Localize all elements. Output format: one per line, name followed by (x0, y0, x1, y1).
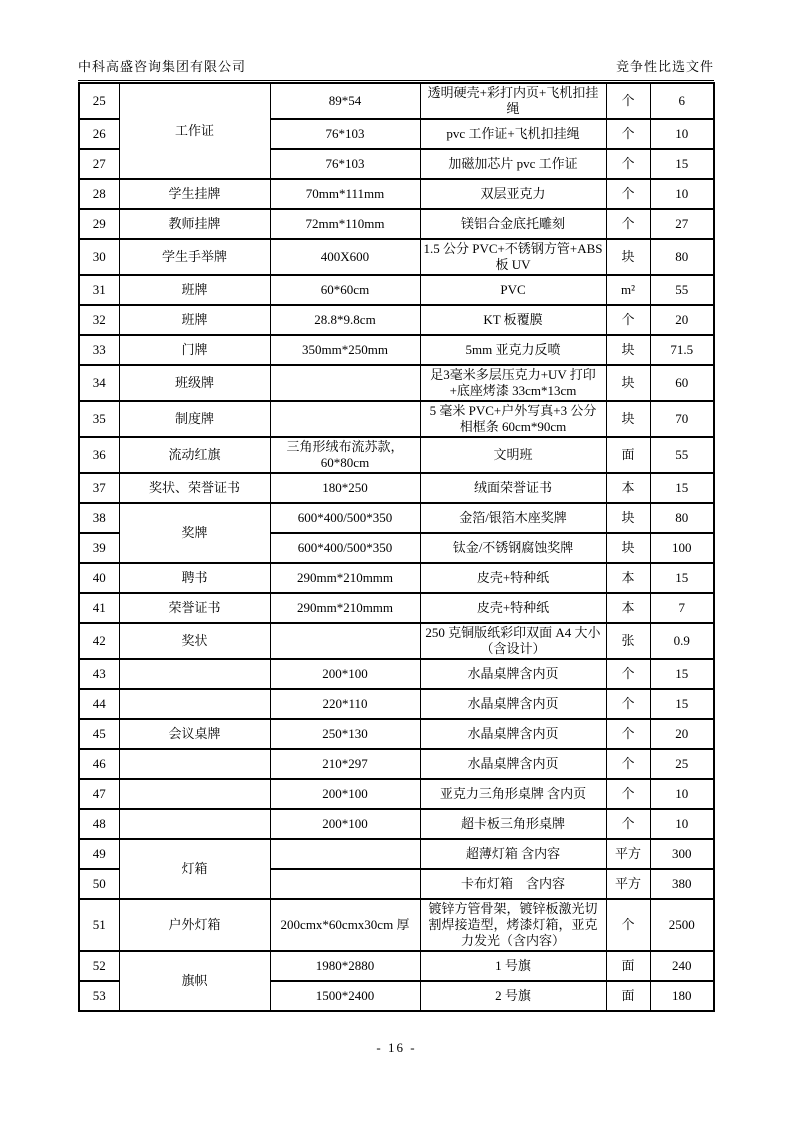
cell-item-price: 15 (650, 149, 714, 179)
table-row (79, 899, 714, 951)
cell-item-unit: m² (606, 275, 650, 305)
cell-item-description: 1.5 公分 PVC+不锈钢方管+ABS 板 UV (420, 239, 606, 275)
page-header (78, 56, 714, 81)
cell-item-number: 39 (79, 533, 119, 563)
table-row (79, 335, 714, 365)
table-row (79, 179, 714, 209)
cell-item-name: 流动红旗 (119, 437, 270, 473)
cell-item-size: 76*103 (270, 149, 420, 179)
cell-item-unit: 块 (606, 503, 650, 533)
table-row (79, 401, 714, 437)
cell-item-number: 31 (79, 275, 119, 305)
cell-item-description: 超薄灯箱 含内容 (420, 839, 606, 869)
cell-item-number: 28 (79, 179, 119, 209)
cell-item-price: 100 (650, 533, 714, 563)
cell-item-description: pvc 工作证+飞机扣挂绳 (420, 119, 606, 149)
cell-item-number: 41 (79, 593, 119, 623)
page-footer (0, 1040, 793, 1056)
cell-item-name: 学生手举牌 (119, 239, 270, 275)
cell-item-size (270, 365, 420, 401)
cell-item-unit: 个 (606, 659, 650, 689)
cell-item-price: 180 (650, 981, 714, 1011)
table-row (79, 749, 714, 779)
cell-item-description: 5mm 亚克力反喷 (420, 335, 606, 365)
cell-item-name: 班牌 (119, 305, 270, 335)
cell-item-unit: 个 (606, 209, 650, 239)
cell-item-number: 50 (79, 869, 119, 899)
cell-item-number: 48 (79, 809, 119, 839)
cell-item-unit: 个 (606, 305, 650, 335)
cell-item-description: 金箔/银箔木座奖牌 (420, 503, 606, 533)
cell-item-description: 镁铝合金底托雕刻 (420, 209, 606, 239)
table-row (79, 809, 714, 839)
cell-item-name (119, 809, 270, 839)
table-row (79, 209, 714, 239)
cell-item-number: 44 (79, 689, 119, 719)
cell-item-number: 34 (79, 365, 119, 401)
cell-item-description: 双层亚克力 (420, 179, 606, 209)
header-company-name: 中科高盛咨询集团有限公司 (78, 59, 247, 74)
cell-item-name (119, 749, 270, 779)
cell-item-description: 超卡板三角形桌牌 (420, 809, 606, 839)
items-table-body (79, 83, 714, 1011)
cell-item-description: 1 号旗 (420, 951, 606, 981)
cell-item-price: 27 (650, 209, 714, 239)
cell-item-price: 15 (650, 473, 714, 503)
table-row (79, 839, 714, 869)
cell-item-size: 200*100 (270, 779, 420, 809)
cell-item-name: 旗帜 (119, 951, 270, 1011)
cell-item-description: 水晶桌牌含内页 (420, 719, 606, 749)
cell-item-unit: 个 (606, 779, 650, 809)
table-row (79, 503, 714, 533)
cell-item-price: 15 (650, 659, 714, 689)
cell-item-number: 51 (79, 899, 119, 951)
cell-item-unit: 平方 (606, 839, 650, 869)
cell-item-unit: 本 (606, 473, 650, 503)
cell-item-name: 班级牌 (119, 365, 270, 401)
cell-item-unit: 块 (606, 239, 650, 275)
cell-item-description: 钛金/不锈钢腐蚀奖牌 (420, 533, 606, 563)
cell-item-name (119, 659, 270, 689)
cell-item-size: 290mm*210mmm (270, 563, 420, 593)
cell-item-price: 20 (650, 719, 714, 749)
cell-item-price: 55 (650, 275, 714, 305)
cell-item-name: 奖牌 (119, 503, 270, 563)
cell-item-number: 27 (79, 149, 119, 179)
cell-item-size: 76*103 (270, 119, 420, 149)
cell-item-price: 15 (650, 563, 714, 593)
cell-item-unit: 本 (606, 593, 650, 623)
cell-item-description: 水晶桌牌含内页 (420, 689, 606, 719)
cell-item-price: 25 (650, 749, 714, 779)
cell-item-number: 30 (79, 239, 119, 275)
cell-item-number: 33 (79, 335, 119, 365)
cell-item-price: 6 (650, 83, 714, 119)
cell-item-name: 荣誉证书 (119, 593, 270, 623)
cell-item-price: 300 (650, 839, 714, 869)
cell-item-description: 水晶桌牌含内页 (420, 749, 606, 779)
cell-item-size: 200cmx*60cmx30cm 厚 (270, 899, 420, 951)
cell-item-size: 350mm*250mm (270, 335, 420, 365)
cell-item-name: 聘书 (119, 563, 270, 593)
cell-item-number: 32 (79, 305, 119, 335)
table-row (79, 719, 714, 749)
cell-item-unit: 张 (606, 623, 650, 659)
cell-item-unit: 个 (606, 749, 650, 779)
cell-item-size: 三角形绒布流苏款，60*80cm (270, 437, 420, 473)
cell-item-name: 班牌 (119, 275, 270, 305)
cell-item-number: 37 (79, 473, 119, 503)
cell-item-name: 工作证 (119, 83, 270, 179)
table-row (79, 83, 714, 119)
cell-item-unit: 面 (606, 981, 650, 1011)
table-row (79, 623, 714, 659)
cell-item-description: 皮壳+特种纸 (420, 593, 606, 623)
cell-item-name (119, 689, 270, 719)
cell-item-number: 43 (79, 659, 119, 689)
items-table (78, 82, 715, 1012)
cell-item-name: 灯箱 (119, 839, 270, 899)
cell-item-price: 0.9 (650, 623, 714, 659)
cell-item-number: 29 (79, 209, 119, 239)
cell-item-price: 80 (650, 239, 714, 275)
cell-item-size: 220*110 (270, 689, 420, 719)
table-row (79, 563, 714, 593)
cell-item-description: PVC (420, 275, 606, 305)
cell-item-name: 奖状 (119, 623, 270, 659)
cell-item-number: 49 (79, 839, 119, 869)
cell-item-unit: 个 (606, 179, 650, 209)
cell-item-unit: 个 (606, 149, 650, 179)
cell-item-price: 20 (650, 305, 714, 335)
cell-item-number: 38 (79, 503, 119, 533)
cell-item-name: 制度牌 (119, 401, 270, 437)
cell-item-price: 80 (650, 503, 714, 533)
table-row (79, 365, 714, 401)
cell-item-name: 户外灯箱 (119, 899, 270, 951)
cell-item-number: 42 (79, 623, 119, 659)
cell-item-size (270, 839, 420, 869)
cell-item-number: 35 (79, 401, 119, 437)
cell-item-price: 7 (650, 593, 714, 623)
cell-item-number: 46 (79, 749, 119, 779)
cell-item-unit: 面 (606, 437, 650, 473)
cell-item-name: 门牌 (119, 335, 270, 365)
cell-item-size: 89*54 (270, 83, 420, 119)
cell-item-description: 5 毫米 PVC+户外写真+3 公分相框条 60cm*90cm (420, 401, 606, 437)
cell-item-description: 绒面荣誉证书 (420, 473, 606, 503)
cell-item-number: 36 (79, 437, 119, 473)
cell-item-size: 290mm*210mmm (270, 593, 420, 623)
table-row (79, 305, 714, 335)
cell-item-description: 加磁加芯片 pvc 工作证 (420, 149, 606, 179)
cell-item-description: 足3毫米多层压克力+UV 打印+底座烤漆 33cm*13cm (420, 365, 606, 401)
table-row (79, 951, 714, 981)
table-row (79, 275, 714, 305)
cell-item-size: 400X600 (270, 239, 420, 275)
cell-item-number: 45 (79, 719, 119, 749)
cell-item-size: 72mm*110mm (270, 209, 420, 239)
cell-item-size: 210*297 (270, 749, 420, 779)
cell-item-name: 会议桌牌 (119, 719, 270, 749)
cell-item-price: 2500 (650, 899, 714, 951)
table-row (79, 473, 714, 503)
cell-item-size: 1980*2880 (270, 951, 420, 981)
cell-item-size: 250*130 (270, 719, 420, 749)
table-row (79, 239, 714, 275)
header-document-type: 竞争性比选文件 (615, 59, 714, 74)
cell-item-description: 卡布灯箱 含内容 (420, 869, 606, 899)
cell-item-size: 70mm*111mm (270, 179, 420, 209)
cell-item-unit: 块 (606, 335, 650, 365)
cell-item-unit: 个 (606, 899, 650, 951)
cell-item-size: 200*100 (270, 659, 420, 689)
cell-item-price: 10 (650, 179, 714, 209)
cell-item-number: 40 (79, 563, 119, 593)
cell-item-size: 60*60cm (270, 275, 420, 305)
cell-item-price: 10 (650, 809, 714, 839)
cell-item-size (270, 401, 420, 437)
cell-item-size (270, 869, 420, 899)
cell-item-size: 600*400/500*350 (270, 533, 420, 563)
cell-item-description: 250 克铜版纸彩印双面 A4 大小（含设计） (420, 623, 606, 659)
cell-item-price: 15 (650, 689, 714, 719)
cell-item-name: 教师挂牌 (119, 209, 270, 239)
cell-item-name (119, 779, 270, 809)
cell-item-price: 240 (650, 951, 714, 981)
cell-item-price: 380 (650, 869, 714, 899)
cell-item-number: 53 (79, 981, 119, 1011)
cell-item-unit: 块 (606, 401, 650, 437)
cell-item-size: 200*100 (270, 809, 420, 839)
table-row (79, 593, 714, 623)
cell-item-unit: 平方 (606, 869, 650, 899)
cell-item-unit: 个 (606, 119, 650, 149)
cell-item-unit: 本 (606, 563, 650, 593)
cell-item-description: 透明硬壳+彩打内页+飞机扣挂绳 (420, 83, 606, 119)
cell-item-size: 28.8*9.8cm (270, 305, 420, 335)
table-row (79, 689, 714, 719)
cell-item-number: 47 (79, 779, 119, 809)
cell-item-description: 文明班 (420, 437, 606, 473)
cell-item-unit: 个 (606, 809, 650, 839)
cell-item-unit: 块 (606, 365, 650, 401)
cell-item-size (270, 623, 420, 659)
cell-item-name: 奖状、荣誉证书 (119, 473, 270, 503)
cell-item-unit: 块 (606, 533, 650, 563)
cell-item-description: KT 板覆膜 (420, 305, 606, 335)
cell-item-price: 10 (650, 119, 714, 149)
cell-item-price: 71.5 (650, 335, 714, 365)
cell-item-size: 1500*2400 (270, 981, 420, 1011)
cell-item-description: 镀锌方管骨架，镀锌板激光切割焊接造型，烤漆灯箱，亚克力发光（含内容） (420, 899, 606, 951)
cell-item-price: 70 (650, 401, 714, 437)
cell-item-description: 2 号旗 (420, 981, 606, 1011)
cell-item-price: 60 (650, 365, 714, 401)
cell-item-unit: 个 (606, 689, 650, 719)
table-row (79, 437, 714, 473)
cell-item-price: 10 (650, 779, 714, 809)
cell-item-size: 180*250 (270, 473, 420, 503)
cell-item-number: 25 (79, 83, 119, 119)
cell-item-description: 皮壳+特种纸 (420, 563, 606, 593)
cell-item-price: 55 (650, 437, 714, 473)
page-number: - 16 - (376, 1040, 417, 1055)
cell-item-name: 学生挂牌 (119, 179, 270, 209)
cell-item-number: 26 (79, 119, 119, 149)
cell-item-size: 600*400/500*350 (270, 503, 420, 533)
table-row (79, 659, 714, 689)
cell-item-unit: 个 (606, 83, 650, 119)
cell-item-unit: 个 (606, 719, 650, 749)
table-row (79, 779, 714, 809)
cell-item-unit: 面 (606, 951, 650, 981)
cell-item-description: 水晶桌牌含内页 (420, 659, 606, 689)
cell-item-description: 亚克力三角形桌牌 含内页 (420, 779, 606, 809)
cell-item-number: 52 (79, 951, 119, 981)
